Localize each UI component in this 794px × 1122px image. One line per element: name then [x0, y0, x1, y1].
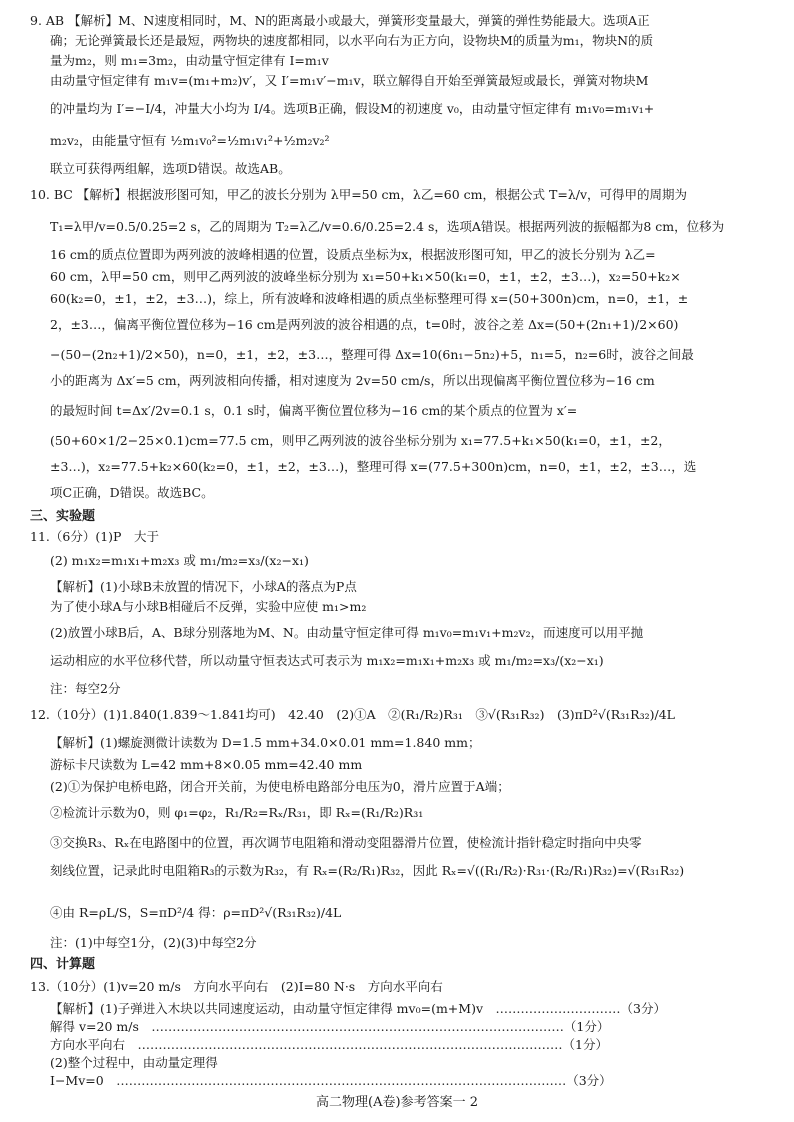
text-line: ④由 R=ρL/S，S=πD²/4 得：ρ=πD²√(R₃₁R₃₂)/4L [50, 905, 342, 920]
text-line: 16 cm的质点位置即为两列波的波峰相遇的位置，设质点坐标为x，根据波形图可知，甲乙的波长分别为 λ乙= [50, 247, 656, 262]
text-line: (50+60×1/2−25×0.1)cm=77.5 cm，则甲乙两列波的波谷坐标分别为 x₁=77.5+k₁×50(k₁=0，±1，±2， [50, 433, 671, 448]
text-line: 【解析】(1)子弹进入木块以共同速度运动，由动量守恒定律得 mv₀=(m+M)v …………………………（3分） [50, 1001, 666, 1016]
text-line: 【解析】(1)螺旋测微计读数为 D=1.5 mm+34.0×0.01 mm=1.840 mm； [50, 735, 481, 750]
text-line: 小的距离为 Δx′=5 cm，两列波相向传播，相对速度为 2v=50 cm/s，所以出现偏离平衡位置位移为−16 cm [50, 373, 655, 388]
text-line: 刻线位置，记录此时电阻箱R₃的示数为R₃₂，有 Rₓ=(R₂/R₁)R₃₂，因此 Rₓ=√((R₁/R₂)·R₃₁·(R₂/R₁)R₃₂)=√(R₃₁R₃₂) [50, 863, 685, 878]
text-line: 联立可获得两组解，选项D错误。故选AB。 [50, 161, 291, 176]
text-line: T₁=λ甲/v=0.5/0.25=2 s，乙的周期为 T₂=λ乙/v=0.6/0.25=2.4 s，选项A错误。根据两列波的振幅都为8 cm，位移为 [50, 219, 725, 234]
text-line: 60 cm，λ甲=50 cm，则甲乙两列波的波峰坐标分别为 x₁=50+k₁×50(k₁=0，±1，±2，±3…)，x₂=50+k₂× [50, 269, 681, 284]
text-line: 12.（10分）(1)1.840(1.839～1.841均可) 42.40 (2)①A ②(R₁/R₂)R₃₁ ③√(R₃₁R₃₂) (3)πD²√(R₃₁R₃₂)/4L [30, 707, 675, 722]
text-line: (2)放置小球B后，A、B球分别落地为M、N。由动量守恒定律可得 m₁v₀=m₁v₁+m₂v₂，而速度可以用平抛 [50, 625, 644, 640]
text-line: 注：每空2分 [50, 681, 121, 696]
text-line: 运动相应的水平位移代替，所以动量守恒表达式可表示为 m₁x₂=m₁x₁+m₂x₃ 或 m₁/m₂=x₃/(x₂−x₁) [50, 653, 604, 668]
section-heading: 三、实验题 [30, 509, 96, 524]
text-line: 11.（6分）(1)P 大于 [30, 529, 159, 544]
text-line: 【解析】(1)小球B未放置的情况下，小球A的落点为P点 [50, 579, 357, 594]
text-line: 游标卡尺读数为 L=42 mm+8×0.05 mm=42.40 mm [50, 757, 363, 772]
text-line: 方向水平向右 …………………………………………………………………………………………（1分） [50, 1037, 608, 1052]
text-line: 确；无论弹簧最长还是最短，两物块的速度都相同，以水平向右为正方向，设物块M的质量为m₁，物块N的质 [50, 33, 654, 48]
text-line: m₂v₂，由能量守恒有 ½m₁v₀²=½m₁v₁²+½m₂v₂² [50, 133, 330, 148]
text-line: 的冲量均为 I′=−I/4，冲量大小均为 I/4。选项B正确，假设M的初速度 v₀，由动量守恒定律有 m₁v₀=m₁v₁+ [50, 101, 655, 116]
text-line: 60(k₂=0，±1，±2，±3…)，综上，所有波峰和波峰相遇的质点坐标整理可得 x=(50+300n)cm，n=0，±1，± [50, 291, 689, 306]
text-line: 由动量守恒定律有 m₁v=(m₁+m₂)v′，又 I′=m₁v′−m₁v，联立解得自开始至弹簧最短或最长，弹簧对物块M [50, 73, 649, 88]
text-line: I−Mv=0 ………………………………………………………………………………………………（3分） [50, 1073, 612, 1088]
page-footer: 高二物理(A卷)参考答案一 2 [316, 1095, 478, 1110]
text-line: −(50−(2n₂+1)/2×50)，n=0，±1，±2，±3…，整理可得 Δx=10(6n₁−5n₂)+5，n₁=5，n₂=6时，波谷之间最 [50, 347, 694, 362]
text-line: 的最短时间 t=Δx′/2v=0.1 s，0.1 s时，偏离平衡位置位移为−16 cm的某个质点的位置为 x′= [50, 403, 578, 418]
section-heading: 四、计算题 [30, 957, 96, 972]
text-line: 注：(1)中每空1分，(2)(3)中每空2分 [50, 935, 257, 950]
text-line: 10. BC 【解析】根据波形图可知，甲乙的波长分别为 λ甲=50 cm，λ乙=60 cm，根据公式 T=λ/v，可得甲的周期为 [30, 187, 688, 202]
text-line: 项C正确，D错误。故选BC。 [50, 485, 214, 500]
text-line: 13.（10分）(1)v=20 m/s 方向水平向右 (2)I=80 N·s 方向水平向右 [30, 979, 443, 994]
text-line: (2) m₁x₂=m₁x₁+m₂x₃ 或 m₁/m₂=x₃/(x₂−x₁) [50, 553, 309, 568]
text-line: ③交换R₃、Rₓ在电路图中的位置，再次调节电阻箱和滑动变阻器滑片位置，使检流计指针稳定时指向中央零 [50, 835, 642, 850]
text-line: ±3…)，x₂=77.5+k₂×60(k₂=0，±1，±2，±3…)，整理可得 x=(77.5+300n)cm，n=0，±1，±2，±3…，选 [50, 459, 697, 474]
text-line: (2)①为保护电桥电路，闭合开关前，为使电桥电路部分电压为0，滑片应置于A端； [50, 779, 510, 794]
text-line: 解得 v=20 m/s ………………………………………………………………………………………（1分） [50, 1019, 610, 1034]
text-line: ②检流计示数为0，则 φ₁=φ₂，R₁/R₂=Rₓ/R₃₁，即 Rₓ=(R₁/R₂)R₃₁ [50, 805, 424, 820]
text-line: 9. AB 【解析】M、N速度相同时，M、N的距离最小或最大，弹簧形变量最大，弹簧的弹性势能最大。选项A正 [30, 13, 650, 28]
text-line: (2)整个过程中，由动量定理得 [50, 1055, 218, 1070]
text-line: 2，±3…，偏离平衡位置位移为−16 cm是两列波的波谷相遇的点，t=0时，波谷之差 Δx=(50+(2n₁+1)/2×60) [50, 317, 679, 332]
text-line: 量为m₂，则 m₁=3m₂，由动量守恒定律有 I=m₁v [50, 53, 329, 68]
text-line: 为了使小球A与小球B相碰后不反弹，实验中应使 m₁>m₂ [50, 599, 367, 614]
